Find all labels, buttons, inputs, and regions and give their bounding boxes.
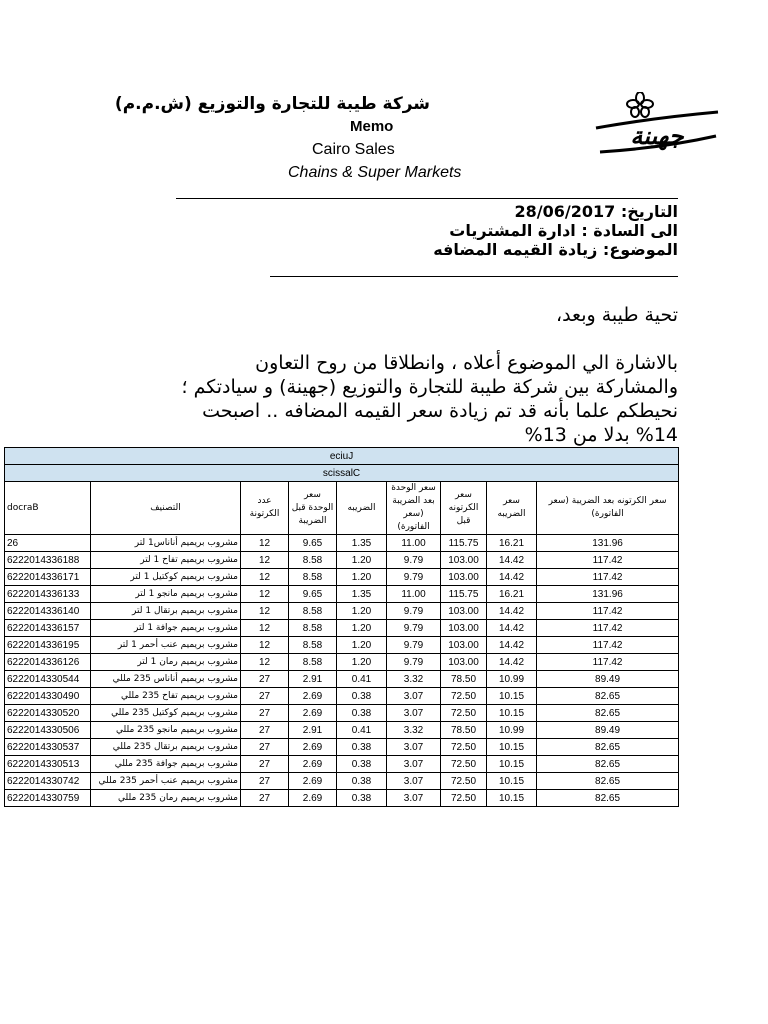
unit-price-cell: 2.69 [289, 790, 337, 807]
juhayna-logo [592, 92, 722, 164]
tax-cell: 1.20 [337, 569, 387, 586]
barcode-cell: 6222014330759 [5, 790, 91, 807]
product-name-cell: مشروب بريميم جوافة 1 لتر [91, 620, 241, 637]
carton-count-cell: 27 [241, 739, 289, 756]
tax-price-cell: 10.15 [487, 773, 537, 790]
barcode-cell: 6222014330544 [5, 671, 91, 688]
tax-cell: 1.35 [337, 535, 387, 552]
barcode-cell: 6222014336126 [5, 654, 91, 671]
carton-price-cell: 103.00 [441, 569, 487, 586]
carton-price-after-tax-cell: 117.42 [537, 637, 679, 654]
product-name-cell: مشروب بريميم جوافة 235 مللي [91, 756, 241, 773]
table-row [5, 586, 679, 603]
barcode-cell: 6222014336157 [5, 620, 91, 637]
unit-price-after-tax-cell: 9.79 [387, 603, 441, 620]
sales-channel: Chains & Super Markets [288, 164, 462, 181]
unit-price-cell: 2.69 [289, 739, 337, 756]
tax-price-cell: 10.15 [487, 756, 537, 773]
product-name-cell: مشروب بريميم تفاح 235 مللي [91, 688, 241, 705]
tax-price-cell: 10.99 [487, 722, 537, 739]
carton-price-after-tax-cell: 117.42 [537, 603, 679, 620]
table-row [5, 654, 679, 671]
unit-price-cell: 8.58 [289, 620, 337, 637]
carton-price-cell: 115.75 [441, 535, 487, 552]
product-name-cell: مشروب بريميم رمان 1 لتر [91, 654, 241, 671]
tax-price-cell: 14.42 [487, 552, 537, 569]
col-header-tax-price: سعر الضريبه [487, 482, 537, 535]
carton-price-after-tax-cell: 131.96 [537, 586, 679, 603]
col-header-barcode: docraB [5, 482, 91, 535]
barcode-cell: 6222014330742 [5, 773, 91, 790]
unit-price-cell: 8.58 [289, 552, 337, 569]
table-row [5, 756, 679, 773]
table-row [5, 739, 679, 756]
product-name-cell: مشروب بريميم مانجو 235 مللي [91, 722, 241, 739]
col-header-carton-price-after-tax: سعر الكرتونه بعد الضريبة (سعر الفاتورة) [537, 482, 679, 535]
tax-cell: 0.38 [337, 790, 387, 807]
carton-price-cell: 72.50 [441, 688, 487, 705]
tax-price-cell: 14.42 [487, 569, 537, 586]
carton-price-cell: 115.75 [441, 586, 487, 603]
tax-price-cell: 14.42 [487, 620, 537, 637]
carton-price-after-tax-cell: 82.65 [537, 705, 679, 722]
carton-count-cell: 12 [241, 586, 289, 603]
unit-price-cell: 2.69 [289, 705, 337, 722]
carton-count-cell: 27 [241, 756, 289, 773]
carton-price-cell: 78.50 [441, 722, 487, 739]
tax-price-cell: 10.15 [487, 705, 537, 722]
tax-price-cell: 14.42 [487, 654, 537, 671]
unit-price-cell: 8.58 [289, 603, 337, 620]
svg-text:جهينة: جهينة [630, 122, 684, 150]
carton-count-cell: 12 [241, 535, 289, 552]
tax-price-cell: 16.21 [487, 586, 537, 603]
table-row [5, 705, 679, 722]
carton-count-cell: 12 [241, 620, 289, 637]
carton-price-after-tax-cell: 82.65 [537, 790, 679, 807]
tax-cell: 0.38 [337, 705, 387, 722]
memo-paragraph: بالاشارة الي الموضوع أعلاه ، وانطلاقا من روح التعاون والمشاركة بين شركة طيبة للتجارة والتوزيع (جهينة) و سيادتكم ؛ نحيطكم علما بأنه قد تم زيادة سعر القيمه المضافه .. اصبحت 14% بدلا من 13% [181, 352, 678, 446]
tax-price-cell: 14.42 [487, 603, 537, 620]
unit-price-after-tax-cell: 11.00 [387, 586, 441, 603]
product-name-cell: مشروب بريميم كوكتيل 1 لتر [91, 569, 241, 586]
product-name-cell: مشروب بريميم برتقال 1 لتر [91, 603, 241, 620]
barcode-cell: 6222014330520 [5, 705, 91, 722]
carton-price-cell: 72.50 [441, 756, 487, 773]
carton-price-cell: 72.50 [441, 790, 487, 807]
carton-count-cell: 12 [241, 569, 289, 586]
tax-cell: 0.38 [337, 773, 387, 790]
carton-price-after-tax-cell: 89.49 [537, 671, 679, 688]
barcode-cell: 6222014330506 [5, 722, 91, 739]
barcode-cell: 6222014336140 [5, 603, 91, 620]
tax-price-cell: 16.21 [487, 535, 537, 552]
table-row [5, 569, 679, 586]
company-name: شركة طيبة للتجارة والتوزيع (ش.م.م) [114, 94, 430, 114]
carton-price-after-tax-cell: 117.42 [537, 620, 679, 637]
tax-cell: 0.41 [337, 671, 387, 688]
tax-cell: 0.38 [337, 739, 387, 756]
carton-price-cell: 103.00 [441, 620, 487, 637]
barcode-cell: 6222014330513 [5, 756, 91, 773]
product-name-cell: مشروب بريميم أناناس 235 مللي [91, 671, 241, 688]
barcode-cell: 6222014336133 [5, 586, 91, 603]
tax-price-cell: 10.15 [487, 739, 537, 756]
unit-price-after-tax-cell: 3.32 [387, 671, 441, 688]
tax-cell: 0.41 [337, 722, 387, 739]
unit-price-after-tax-cell: 9.79 [387, 620, 441, 637]
unit-price-cell: 2.69 [289, 756, 337, 773]
column-header-row [5, 482, 679, 535]
unit-price-after-tax-cell: 9.79 [387, 552, 441, 569]
tax-price-cell: 10.15 [487, 790, 537, 807]
carton-count-cell: 27 [241, 773, 289, 790]
product-name-cell: مشروب بريميم رمان 235 مللي [91, 790, 241, 807]
greeting: تحية طيبة وبعد، [555, 304, 678, 326]
unit-price-cell: 2.69 [289, 773, 337, 790]
table-row [5, 790, 679, 807]
barcode-cell: 26 [5, 535, 91, 552]
carton-price-cell: 103.00 [441, 654, 487, 671]
col-header-carton-count: عدد الكرتونة [241, 482, 289, 535]
unit-price-after-tax-cell: 9.79 [387, 637, 441, 654]
memo-subject: الموضوع: زيادة القيمه المضافه [433, 240, 678, 259]
unit-price-cell: 8.58 [289, 654, 337, 671]
carton-price-after-tax-cell: 131.96 [537, 535, 679, 552]
unit-price-cell: 2.91 [289, 671, 337, 688]
unit-price-after-tax-cell: 3.07 [387, 790, 441, 807]
table-row [5, 603, 679, 620]
memo-date: التاريخ: 28/06/2017 [514, 202, 678, 221]
unit-price-after-tax-cell: 3.07 [387, 688, 441, 705]
carton-price-after-tax-cell: 117.42 [537, 654, 679, 671]
table-row [5, 637, 679, 654]
sales-region: Cairo Sales [312, 141, 395, 158]
product-name-cell: مشروب بريميم مانجو 1 لتر [91, 586, 241, 603]
table-row [5, 552, 679, 569]
price-table [4, 447, 679, 807]
unit-price-after-tax-cell: 11.00 [387, 535, 441, 552]
barcode-cell: 6222014336171 [5, 569, 91, 586]
product-name-cell: مشروب بريميم عنب أحمر 1 لتر [91, 637, 241, 654]
brand-band-row [5, 448, 679, 465]
unit-price-after-tax-cell: 3.07 [387, 705, 441, 722]
product-name-cell: مشروب بريميم كوكتيل 235 مللي [91, 705, 241, 722]
tax-cell: 1.20 [337, 654, 387, 671]
carton-price-after-tax-cell: 82.65 [537, 688, 679, 705]
product-name-cell: مشروب بريميم عنب أحمر 235 مللي [91, 773, 241, 790]
carton-count-cell: 27 [241, 722, 289, 739]
barcode-cell: 6222014336188 [5, 552, 91, 569]
product-name-cell: مشروب بريميم برتقال 235 مللي [91, 739, 241, 756]
carton-count-cell: 27 [241, 705, 289, 722]
tax-price-cell: 10.15 [487, 688, 537, 705]
carton-price-cell: 72.50 [441, 705, 487, 722]
memo-title: Memo [350, 118, 394, 135]
unit-price-cell: 9.65 [289, 535, 337, 552]
col-header-category: التصنيف [91, 482, 241, 535]
table-row [5, 671, 679, 688]
unit-price-after-tax-cell: 3.07 [387, 773, 441, 790]
brand-band: eciuJ [5, 448, 679, 465]
unit-price-after-tax-cell: 9.79 [387, 654, 441, 671]
table-row [5, 620, 679, 637]
unit-price-cell: 9.65 [289, 586, 337, 603]
carton-price-after-tax-cell: 82.65 [537, 756, 679, 773]
product-name-cell: مشروب بريميم أناناس1 لتر [91, 535, 241, 552]
unit-price-cell: 2.69 [289, 688, 337, 705]
tax-cell: 1.20 [337, 603, 387, 620]
tax-cell: 0.38 [337, 756, 387, 773]
tax-price-cell: 14.42 [487, 637, 537, 654]
col-header-carton-price-before: سعر الكرتونه قبل [441, 482, 487, 535]
tax-cell: 1.20 [337, 620, 387, 637]
memo-recipient: الى السادة : ادارة المشتريات [449, 221, 678, 240]
unit-price-cell: 8.58 [289, 637, 337, 654]
carton-price-after-tax-cell: 117.42 [537, 552, 679, 569]
carton-count-cell: 12 [241, 603, 289, 620]
table-row [5, 773, 679, 790]
subject-divider [270, 276, 678, 277]
unit-price-cell: 8.58 [289, 569, 337, 586]
carton-price-cell: 103.00 [441, 603, 487, 620]
carton-price-cell: 103.00 [441, 552, 487, 569]
tax-price-cell: 10.99 [487, 671, 537, 688]
carton-price-after-tax-cell: 117.42 [537, 569, 679, 586]
carton-count-cell: 12 [241, 637, 289, 654]
tax-cell: 1.20 [337, 637, 387, 654]
col-header-tax: الضريبه [337, 482, 387, 535]
carton-price-after-tax-cell: 82.65 [537, 773, 679, 790]
carton-price-cell: 78.50 [441, 671, 487, 688]
carton-price-after-tax-cell: 89.49 [537, 722, 679, 739]
unit-price-after-tax-cell: 9.79 [387, 569, 441, 586]
unit-price-after-tax-cell: 3.07 [387, 739, 441, 756]
header-divider [176, 198, 678, 199]
carton-price-cell: 72.50 [441, 739, 487, 756]
unit-price-after-tax-cell: 3.07 [387, 756, 441, 773]
product-name-cell: مشروب بريميم تفاح 1 لتر [91, 552, 241, 569]
col-header-unit-price-before-tax: سعر الوحدة قبل الضريبة [289, 482, 337, 535]
table-row [5, 688, 679, 705]
col-header-unit-price-after-tax: سعر الوحدة بعد الضريبة (سعر الفاتورة) [387, 482, 441, 535]
carton-count-cell: 27 [241, 671, 289, 688]
tax-cell: 0.38 [337, 688, 387, 705]
unit-price-cell: 2.91 [289, 722, 337, 739]
tax-cell: 1.20 [337, 552, 387, 569]
table-row [5, 722, 679, 739]
tax-cell: 1.35 [337, 586, 387, 603]
category-band-row [5, 465, 679, 482]
carton-count-cell: 12 [241, 552, 289, 569]
carton-count-cell: 12 [241, 654, 289, 671]
carton-price-cell: 72.50 [441, 773, 487, 790]
unit-price-after-tax-cell: 3.32 [387, 722, 441, 739]
carton-count-cell: 27 [241, 688, 289, 705]
category-band: scissalC [5, 465, 679, 482]
carton-count-cell: 27 [241, 790, 289, 807]
table-row [5, 535, 679, 552]
barcode-cell: 6222014336195 [5, 637, 91, 654]
barcode-cell: 6222014330537 [5, 739, 91, 756]
barcode-cell: 6222014330490 [5, 688, 91, 705]
flower-icon [627, 92, 653, 117]
carton-price-cell: 103.00 [441, 637, 487, 654]
carton-price-after-tax-cell: 82.65 [537, 739, 679, 756]
